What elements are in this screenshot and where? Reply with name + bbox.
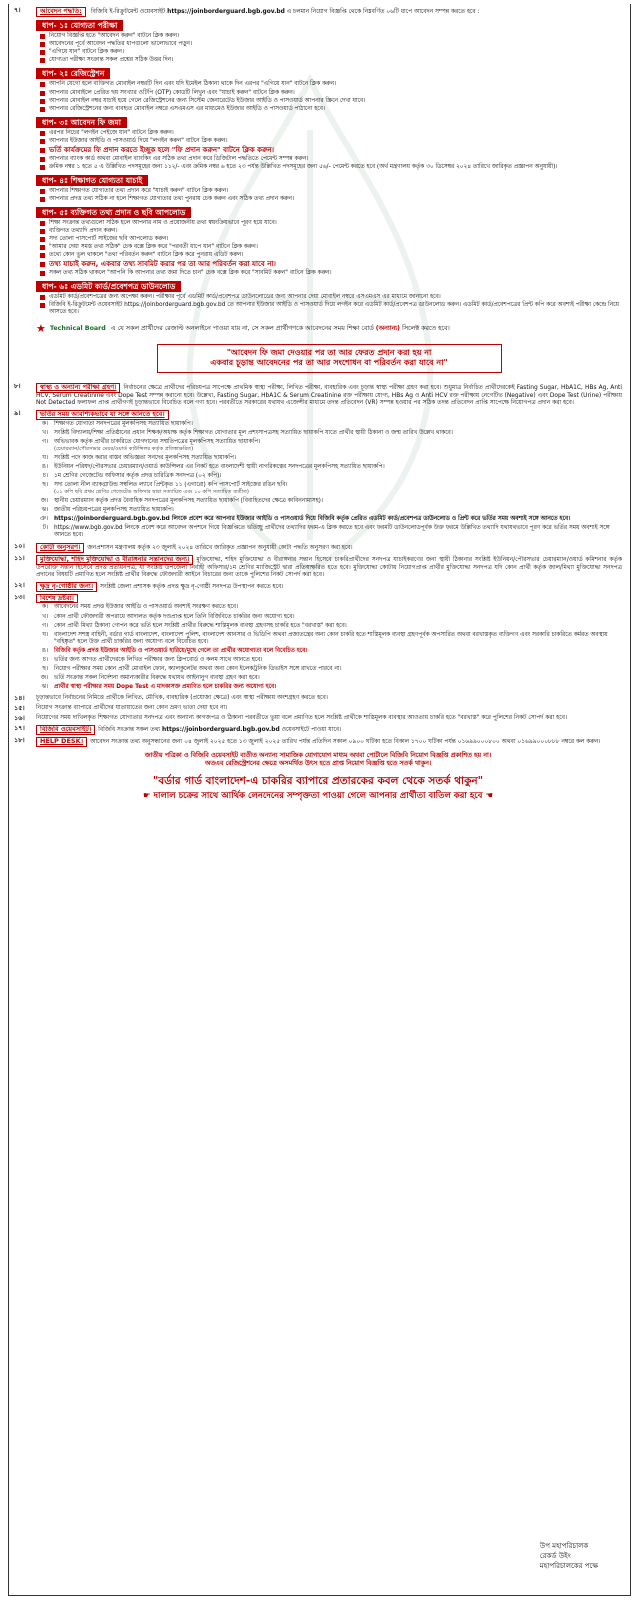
section-text: সংশ্লিষ্ট জেলা প্রশাসক কর্তৃক প্রদত্ত ক্ষুদ্র নৃ-গোষ্ঠী সনদপত্র উপস্থাপন করতে হবে।: [100, 583, 284, 590]
step-6: [36, 278, 622, 316]
red-square-bullet-icon: [40, 245, 45, 250]
warning-line-1: "আবেদন ফি জমা দেওয়ার পর তা আর ফেরত প্রদান করা হয় না: [226, 347, 432, 357]
note-highlight: (অন্যান্য): [375, 325, 401, 333]
list-item-text: তথ্য যাচাই করুন, একবার তথ্য সাবমিট করার পর তা আর পরিবর্তন করা যাবে না।: [49, 260, 276, 269]
list-item: [40, 138, 622, 145]
note-text-end: সিলেক্ট করতে হবে।: [400, 325, 450, 333]
item-text: সদ্য তোলা নীল ব্যাকগ্রাউন্ড সম্বলিত ল্যাবে প্রিন্টকৃত ১১ (এগারো) কপি পাসপোর্ট সাইজের রঙিন ছবি।: [54, 481, 288, 488]
list-item-text: আপনার রেজিস্ট্রেশনের জন্য ব্যবহৃত মোবাইল নম্বরে এসএমএস এর মাধ্যমেও ইউজার আইডি ও পাসওয়ার্ড পাঠানো হবে।: [49, 105, 325, 112]
red-square-bullet-icon: [40, 82, 45, 87]
item-letter: চ।: [42, 472, 48, 479]
list-item-highlight: [40, 146, 622, 155]
section-number: ১৩।: [14, 592, 25, 601]
list-item: [40, 244, 622, 251]
step-4: [36, 172, 622, 203]
item-letter: ঙ।: [41, 463, 48, 470]
item-note: (চেয়ারম্যান/পৌরসভার মেয়র/ওয়ার্ড কাউন্সিলর কর্তৃক প্রতিস্বাক্ষরিত): [54, 445, 194, 452]
section-7-intro: [36, 7, 622, 17]
step-heading: ধাপ- ১ঃ যোগ্যতা পরীক্ষা: [36, 20, 123, 31]
list-item-text: আবেদনের পূর্বে আবেদন পদ্ধতির ধাপগুলো ভালোভাবে পড়ুন।: [49, 41, 192, 48]
section-number: ১৮।: [14, 735, 25, 744]
item-text: https://www.bgb.gov.bd লিংকে প্রবেশ করে আবেদন অপশনে গিয়ে বিজ্ঞপ্তিতে ভর্তিচ্ছু প্রার্থীদের তথ্যাদির ফরম-এ ক্লিক করতে হবে এবং ফরমটি ডাউনলোডপূর্বক উক্ত ফরমে উল্লিখিত তথ্যাদি যথাযথভাবে পূরণ করে ভর্তির সময় অবশ্যই সঙ্গে আনতে হবে।: [54, 525, 610, 539]
list-item: [36, 675, 622, 682]
red-square-bullet-icon: [40, 91, 45, 96]
intro-text-end: এ চলমান নিয়োগ বিজ্ঞপ্তি থেকে নিম্নবর্ণিত ০৬টি ধাপে আবেদন সম্পন্ন করতে হবে :: [284, 9, 480, 15]
section-number: ৭।: [14, 6, 21, 14]
signature-block: [540, 1541, 598, 1571]
technical-board-note: [36, 322, 622, 335]
section-label: বিশেষ দ্রষ্টব্য।: [36, 594, 78, 604]
red-square-bullet-icon: [40, 253, 45, 258]
list-item: [36, 632, 622, 646]
fraud-warning-slogan: "বর্ডার গার্ড বাংলাদেশ-এ চাকরির ব্যাপারে প্রতারকের কবল থেকে সতর্ক থাকুন": [152, 774, 484, 787]
list-item: [40, 228, 622, 235]
section-label: স্বাস্থ্য ও অন্যান্য পরীক্ষা গ্রহণ।: [36, 383, 120, 393]
section-16: [14, 715, 622, 723]
item-letter: জ।: [40, 498, 48, 505]
list-item-text: যোগ্যতা পরীক্ষা সংক্রান্ত সকল প্রশ্নের সঠিক উত্তর দিন।: [49, 57, 174, 64]
red-square-bullet-icon: [40, 139, 45, 144]
section-number: ১১।: [14, 554, 25, 563]
list-item: [40, 302, 622, 316]
step-3: [36, 114, 622, 171]
list-item-text: আপনার ব্যাংক কার্ড অথবা মোবাইল ব্যাংকিং এর সঠিক তথ্য প্রদান করে ডিজিটাল পদ্ধতিতে পেমেন্ট সম্পন্ন করুন।: [49, 155, 309, 162]
item-text: বাংলাদেশ সশস্ত্র বাহিনী, বর্ডার গার্ড বাংলাদেশ, বাংলাদেশ পুলিশ, বাংলাদেশ আনসার ও ভিডিপি অথবা প্রজাতন্ত্রের অন্য কোন চাকরি হতে শাস্তিমূলক ব্যবস্থা গ্রহণপূর্বক অপসারিত অথবা বরখাস্তকৃত ব্যক্তিগণ এবং সরকারি চাকরিতে কর্মরত অবস্থায় "বহিষ্কৃত" হলে উক্ত প্রার্থী চাকরির জন্য অযোগ্য বলে বিবেচিত হবে।: [54, 631, 608, 645]
section-label: ক্ষুদ্র নৃ-গোষ্ঠীর জন্য।: [36, 582, 97, 592]
list-item: [36, 623, 622, 630]
list-item: [36, 657, 622, 664]
item-text: অভিভাবক কর্তৃক প্রার্থীর চাকরিতে যোগদানের সম্মতিপত্রের মূলকপিসহ সত্যায়িত ছায়াকপি।: [54, 438, 261, 445]
list-item: [40, 196, 622, 203]
item-letter: ক।: [41, 420, 48, 427]
step-heading: ধাপ- ২ঃ রেজিস্ট্রেশন: [36, 68, 110, 79]
section-14: [14, 695, 622, 703]
red-square-bullet-icon: [40, 237, 45, 242]
list-item: [36, 421, 622, 428]
red-square-bullet-icon: [40, 58, 45, 63]
red-square-bullet-icon: [40, 197, 45, 202]
list-item: [40, 33, 622, 40]
list-item: [36, 516, 622, 523]
list-item-text: "আমার দেয়া সমস্ত তথ্য সঠিক" চেক বক্সে ক্লিক করে "পরবর্তী ধাপে যান" বাটনে ক্লিক করুন।: [49, 244, 258, 251]
item-text: সংশ্লিষ্ট বিদ্যালয়/শিক্ষা প্রতিষ্ঠানের প্রধান শিক্ষক/অধ্যক্ষ কর্তৃক শিক্ষাগত যোগ্যতার মূল প্রশংসাপত্রসহ সত্যায়িত ছায়াকপি যাতে প্রার্থীর স্থায়ী ঠিকানা ও জন্ম তারিখ উল্লেখ থাকবে।: [54, 429, 453, 436]
step-heading: ধাপ- ৫ঃ ব্যক্তিগত তথ্য প্রদান ও ছবি আপলোড: [36, 207, 191, 218]
item-text: ভর্তি সংক্রান্ত সকল নির্দেশনা অমান্যকারীর বিরুদ্ধে যথাযথ আইনানুগ ব্যবস্থা গ্রহণ করা হবে।: [54, 674, 260, 681]
red-square-bullet-icon: [40, 303, 45, 308]
list-item: [40, 49, 622, 56]
section-number: ১৬।: [14, 713, 25, 722]
item-note: (০১ কপি ছবি প্রথম শ্রেণির গেজেটেড অফিসার দ্বারা সত্যায়িত এবং ১০ কপি সত্যায়িত ব্যতীত): [54, 489, 249, 496]
list-item: [40, 106, 622, 113]
section-11: [14, 555, 622, 579]
website-link[interactable]: https://joinborderguard.bgb.gov.bd: [167, 9, 285, 15]
list-item: [36, 604, 622, 611]
item-letter: ট।: [42, 525, 48, 532]
list-item: [36, 666, 622, 673]
list-item-text: সকল তথ্য সঠিক থাকলে "আপনি কি আপনার তথ্য জমা দিতে চান" চেক বক্সে ক্লিক করে "সাবমিট করুন" বাটনে ক্লিক করুন।: [49, 269, 332, 276]
list-item: [40, 294, 622, 301]
technical-board-label: Technical Board: [49, 325, 106, 333]
list-item-text: নিয়োগ বিজ্ঞপ্তি হতে "আবেদন করুন" বাটনে ক্লিক করুন।: [49, 33, 180, 40]
item-letter: খ।: [42, 429, 48, 436]
item-text: নিয়োগ পরীক্ষার সময় কোন প্রার্থী মোবাইল ফোন, ক্যালকুলেটর অথবা অন্য কোন ইলেকট্রনিক ডিভাইস সঙ্গে রাখতে পারবে না।: [54, 665, 342, 672]
item-text: ভর্তির জন্য আগত প্রার্থীদেরকে লিখিত পরীক্ষার জন্য ক্লিপবোর্ড ও কলম সাথে আনতে হবে।: [54, 656, 263, 663]
list-item: [40, 252, 622, 259]
red-square-bullet-icon: [40, 42, 45, 47]
signatory-authority: মহাপরিচালকের পক্ষে: [539, 1561, 598, 1570]
circular-page: [8, 4, 631, 1596]
red-square-bullet-icon: [40, 165, 45, 170]
section-13: [14, 594, 622, 694]
list-item-text: শিক্ষা সংক্রান্ত তথ্যগুলো সঠিক হলে আপনার নাম ও প্রয়োজনীয় তথ্য স্বয়ংক্রিয়ভাবে পূরণ হয়ে যাবে।: [49, 220, 277, 227]
list-item: [36, 684, 622, 691]
list-item: [40, 188, 622, 195]
list-item: [36, 498, 622, 505]
section-text: আবেদন সংক্রান্ত তথ্য অনুসন্ধানের জন্য ০৪ জুলাই ২০২৫ হতে ১৩ জুলাই ২০২৫ তারিখ পর্যন্ত প্রতিদিন সকাল ০৯০০ ঘটিকা হতে বিকাল ১৭০০ ঘটিকা পর্যন্ত ০১৬৯৯০০০৮০০ অথবা ০১৬৯৯০০০৮৮৮ নম্বরে কল করুন।: [90, 738, 601, 745]
step-heading: ধাপ- ৬ঃ এডমিট কার্ড/প্রবেশপত্র ডাউনলোড: [36, 281, 181, 292]
item-text: আবেদনের সময় প্রদত্ত ইউজার আইডি ও পাসওয়ার্ড অবশ্যই সংরক্ষণ করতে হবে।: [54, 604, 239, 611]
list-item: [36, 525, 622, 539]
section-label: ভর্তির সময় আবশ্যিকভাবে যা সঙ্গে আনতে হবে।: [36, 410, 169, 420]
red-square-bullet-icon: [40, 189, 45, 194]
list-item-text: এডমিট কার্ড/প্রবেশপত্রের জন্য অপেক্ষা করুন। পরীক্ষার পূর্বে এডমিট কার্ড/প্রবেশপত্র ডাউনলোডের জন্য আপনার দেয়া মোবাইল নম্বরে এসএমএস এর মাধ্যমে জানানো হবে।: [49, 294, 441, 301]
item-text-highlight: প্রার্থীর স্বাস্থ্য পরীক্ষার সময় Dope Test এ মাদকাসক্ত প্রমাণিত হলে চাকরির জন্য অযোগ্য হবে।: [54, 684, 277, 691]
list-item-text: সদ্য তোলা পাসপোর্ট সাইজের ছবি আপলোড করুন।: [49, 236, 169, 243]
list-item-text: আপনার মোবাইল নম্বর যাচাই হয়ে গেলে রেজিস্ট্রেশনের জন্য সিস্টেম জেনারেটেড ইউজার আইডি ও পাসওয়ার্ড আপনার স্ক্রিনে দেখা যাবে।: [49, 97, 366, 104]
list-item-text: আপনার প্রদত্ত তথ্য সঠিক না হলে শিক্ষাগত যোগ্যতার তথ্য পুনরায় চেক করুন এবং সঠিক তথ্য প্রদান করুন।: [49, 195, 295, 202]
red-square-bullet-icon: [40, 295, 45, 300]
item-text: https://joinborderguard.bgb.gov.bd লিংকে প্রবেশ করে আপনার ইউজার আইডি ও পাসওয়ার্ড দিয়ে বিজিবি কর্তৃক প্রেরিত এডমিট কার্ড/প্রবেশপত্র ডাউনলোড ও প্রিন্ট করে ভর্তির সময় অবশ্যই সঙ্গে আনতে হবে।: [54, 516, 571, 523]
signatory-title: উপ মহাপরিচালক: [539, 1541, 589, 1550]
list-item: [36, 455, 622, 462]
item-letter: ঘ।: [42, 454, 48, 461]
official-source-notice: [14, 752, 622, 769]
section-number: ১০।: [14, 542, 25, 551]
item-letter: ঝ।: [41, 684, 48, 691]
step-heading: ধাপ- ৩ঃ আবেদন ফি জমা: [36, 117, 127, 128]
section-12: [14, 582, 622, 592]
section-10: [14, 543, 622, 553]
step-5: [36, 204, 622, 277]
list-item: [40, 41, 622, 48]
list-item: [36, 439, 622, 453]
list-item-highlight: [40, 260, 622, 269]
red-square-bullet-icon: [40, 99, 45, 104]
list-item: [40, 90, 622, 97]
list-item: [36, 648, 622, 655]
section-text: নিয়োগ সংক্রান্ত ব্যাপারে প্রার্থীদের যাতায়াতের জন্য কোন ভ্রমণ ভাতা দেয়া হবে না।: [36, 705, 228, 712]
section-text: নিয়োগের সময় দাখিলকৃত শিক্ষাগত যোগ্যতার সনদপত্র এবং অন্যান্য কাগজপত্র ও ঠিকানা পরবর্তীতে ভুয়া বলে প্রমাণিত হলে সংশ্লিষ্ট প্রার্থীকে শাস্তিমূলক ব্যবস্থার আওতায় চাকরি হতে "বরখাস্ত" করে পুলিশের নিকট সোপর্দ করা হবে।: [36, 714, 567, 721]
item-text: ১ম শ্রেণির গেজেটেড অফিসার কর্তৃক প্রদত্ত চারিত্রিক সনদপত্র (০২ কপি)।: [54, 472, 222, 479]
item-letter: জ।: [40, 674, 48, 681]
list-item: [36, 473, 622, 480]
red-square-bullet-icon: [40, 34, 45, 39]
broker-warning-slogan: ☛ দালাল চক্রের সাথে আর্থিক লেনদেনের সম্পৃক্ততা পাওয়া গেলে আপনার প্রার্থীতা বাতিল করা হবে ☚: [142, 790, 494, 801]
step-heading: ধাপ- ৪ঃ শিক্ষাগত যোগ্যতা যাচাই: [36, 175, 148, 186]
red-square-bullet-icon: [40, 107, 45, 112]
item-letter: ঞ।: [39, 516, 48, 523]
section-number: ১২।: [14, 580, 25, 589]
signatory-wing: রেকর্ড উইং: [539, 1551, 571, 1560]
item-text: কোন প্রার্থী মিথ্যা ঠিকানা গোপন করে ভর্তি হলে সংশ্লিষ্ট প্রার্থীর বিরুদ্ধে শাস্তিমূলক ব্যবস্থা গ্রহণসহ চাকরি হতে "বরখাস্ত" করা হবে।: [54, 622, 347, 629]
help-desk-label: HELP DESK।: [36, 737, 87, 747]
notice-line-1: জাতীয় পত্রিকা ও বিজিবি ওয়েবসাইট ব্যতীত অন্যান্য সামাজিক যোগাযোগ মাধ্যম অথবা পোর্টালে বিজিবি নিয়োগ বিজ্ঞপ্তি প্রকাশিত হয় না।: [144, 751, 492, 759]
item-text: জাতীয় পরিচয়পত্রের মূলকপিসহ সত্যায়িত ছায়াকপি।: [54, 507, 174, 514]
section-17: [14, 725, 622, 735]
item-text: শিক্ষাগত যোগ্যতা সনদপত্রের মূলকপিসহ সত্যায়িত ছায়াকপি।: [54, 420, 193, 427]
section-label: বিজিবি ওয়েবসাইট।: [36, 725, 95, 735]
red-square-bullet-icon: [40, 262, 45, 267]
list-item: [36, 482, 622, 496]
list-item-text: আপনার মোবাইলে প্রেরিত ছয় সংখ্যার ওটিপি (OTP) কোডটি লিখুন এবং "যাচাই করুন" বাটনে ক্লিক করুন।: [49, 89, 295, 96]
section-18: [14, 737, 622, 747]
section-label: আবেদন পদ্ধতি:: [36, 7, 86, 17]
list-item: [40, 130, 622, 137]
list-item-text: "এগিয়ে যান" বাটনে ক্লিক করুন।: [49, 49, 124, 56]
list-item: [36, 430, 622, 437]
red-square-bullet-icon: [40, 221, 45, 226]
section-number: ১৫।: [14, 704, 25, 713]
red-square-bullet-icon: [40, 271, 45, 276]
section-text: মুক্তিযোদ্ধা, শহিদ মুক্তিযোদ্ধা ও বীরাঙ্গনার সন্তান হিসেবে চাকরিপ্রার্থীদের সনদপত্র যাচাইকরণের জন্য স্থায়ী ঠিকানার সংশ্লিষ্ট ইউনিয়ন/পৌরসভার চেয়ারম্যান/ওয়ার্ড কমিশনার কর্তৃক উপরোক্ত সন্তান হিসেবে প্রদত্ত প্রত্যয়নপত্র, যা সংশ্লিষ্ট উপজেলা নির্বাহী অফিসার/১ম শ্রেণির ম্যাজিস্ট্রেট দ্বারা প্রতিস্বাক্ষরিত হতে হবে। মুক্তিযোদ্ধা কোটায় নিয়োগপ্রাপ্ত প্রার্থীর মুক্তিযোদ্ধা সনদপত্র যদি কোন প্রার্থী কর্তৃক জাল/মিথ্যা মুক্তিযোদ্ধা সনদপত্র প্রদানের বিষয়টি প্রমাণিত হলে সংশ্লিষ্ট প্রার্থীর বিরুদ্ধে ফৌজদারী আইনে বিচারের জন্য তাকে পুলিশের নিকট সোপর্দ করা হবে।: [36, 557, 622, 579]
section-label: মুক্তিযোদ্ধা, শহিদ মুক্তিযোদ্ধা ও বীরাঙ্গনার সন্তানদের জন্য।: [36, 555, 193, 565]
item-letter: ঘ।: [42, 631, 48, 638]
section-label: কোটা অনুসরণ।: [36, 543, 84, 553]
list-item-text: আপনার শিক্ষাগত যোগ্যতার তথ্য প্রদান করে "যাচাই করুন" বাটনে ক্লিক করুন।: [49, 187, 229, 194]
section-number: ১৪।: [14, 694, 25, 703]
item-text-highlight: বিজিবি কর্তৃক প্রদত্ত ইউজার আইডি ও পাসওয়ার্ড হারিয়ে/মুছে গেলে তা প্রার্থীর অযোগ্যতা বলে বিবেচিত হবে।: [54, 647, 308, 654]
section-text-end: ওয়েবসাইটে পাওয়া যাবে।: [279, 726, 342, 733]
section-9: [14, 410, 622, 542]
item-text: ইউনিয়ন পরিষদ/পৌরসভার চেয়ারম্যান/ওয়ার্ড কাউন্সিলর এর নিকট হতে বাংলাদেশী স্থায়ী নাগরিকত্বের সনদপত্রের মূলকপিসহ সত্যায়িত ছায়াকপি।: [54, 463, 385, 470]
list-item-text: ক্রমিক নম্বর ১ হতে ৫ এ উল্লিখিত পদসমূহের জন্য ১১২/- এবং ক্রমিক নম্বর ৬ হতে ২৩ পর্যন্ত উল্লিখিত পদসমূহের জন্য ৫৬/- পেমেন্ট করতে হবে (অর্থ মন্ত্রণালয় কর্তৃক ৩০ ডিসেম্বর ২০২৪ তারিখে জারিকৃত প্রজ্ঞাপন অনুযায়ী)।: [49, 163, 558, 170]
intro-text: বিজিবি ই-রিক্রুটমেন্ট ওয়েবসাইট: [90, 9, 168, 15]
list-item-text: বিজিবি ই-রিক্রুটমেন্ট ওয়েবসাইট https://joinborderguard.bgb.gov.bd তে আপনার ইউজার আইডি ও পাসওয়ার্ড দিয়ে লগইন করে এডমিট কার্ড/প্রবেশপত্র ডাউনলোড করুন। এডমিট কার্ড/প্রবেশপত্রের প্রিন্ট কপি করে অবশ্যই পরীক্ষা কেন্দ্রে নিয়ে আসতে হবে।: [49, 302, 619, 316]
red-square-bullet-icon: [40, 229, 45, 234]
list-item: [40, 236, 622, 243]
list-item-text: এরপর নিচের "লগইন পেইজে যান" বাটনে ক্লিক করুন।: [49, 129, 174, 136]
step-1: [36, 17, 622, 64]
item-text: কোন প্রার্থী ফৌজদারী অপরাধে আদালত কর্তৃক দণ্ডপ্রাপ্ত হলে তিনি বিজিবিতে চাকরির জন্য অযোগ্য হবে।: [54, 613, 295, 620]
item-text: স্থানীয় চেয়ারম্যান কর্তৃক প্রদত্ত বৈবাহিক সনদপত্রের মূলকপিসহ সত্যায়িত ছায়াকপি (বিবাহিতদের ক্ষেত্রে কাবিননামাসহ)।: [54, 498, 323, 505]
list-item: [36, 507, 622, 514]
item-letter: ঙ।: [41, 647, 48, 654]
section-7: [14, 7, 622, 381]
item-text: সংশ্লিষ্ট পদে কাজ করার বাস্তব অভিজ্ঞতা সনদের মূলকপিসহ সত্যায়িত ছায়াকপি।: [54, 454, 236, 461]
item-letter: ছ।: [42, 665, 48, 672]
item-letter: ঝ।: [41, 507, 48, 514]
red-square-bullet-icon: [40, 148, 45, 153]
list-item-text: ভর্তি কার্যক্রমের ফি প্রদান করতে ইচ্ছুক হলে "ফি প্রদান করুন" বাটনে ক্লিক করুন।: [49, 145, 275, 154]
red-square-bullet-icon: [40, 131, 45, 136]
list-item: [40, 57, 622, 64]
step-2: [36, 65, 622, 112]
section-text: বিজিবি সংক্রান্ত সকল তথ্য: [98, 726, 163, 733]
section-text: চূড়ান্তভাবে নির্বাচনের নিমিত্তে প্রার্থীকে লিখিত, মৌখিক, ব্যবহারিক (প্রযোজ্য ক্ষেত্রে) এবং স্বাস্থ্য পরীক্ষায় অংশগ্রহণ করতে হবে।: [36, 695, 328, 702]
section-8: [14, 383, 622, 407]
warning-line-2: একবার চূড়ান্ত আবেদনের পর তা আর সংশোধন বা পরিবর্তন করা যাবে না": [210, 358, 448, 368]
list-item-text: আপনি যেগো হলে ব্যক্তিগত মোবাইল নম্বরটি দিন এবং যদি ইমেইল ঠিকানা থাকে দিন এরপর "এগিয়ে যান" বাটনে ক্লিক করুন।: [49, 81, 337, 88]
list-item: [36, 614, 622, 621]
list-item-text: ব্যক্তিগত তথ্যাদি প্রদান করুন।: [49, 228, 118, 235]
list-item: [40, 270, 622, 277]
item-letter: খ।: [42, 613, 48, 620]
list-item: [40, 164, 622, 171]
list-item: [40, 98, 622, 105]
list-item: [40, 220, 622, 227]
section-text: জনপ্রশাসন মন্ত্রণালয় কর্তৃক ২৩ জুলাই ২০২৪ তারিখে জারিকৃত প্রজ্ঞাপন অনুযায়ী কোটা পদ্ধতি অনুসরণ করা হবে।: [87, 545, 353, 552]
item-letter: ছ।: [42, 481, 48, 488]
section-number: ১৭।: [14, 723, 25, 732]
note-text: এ যে সকল প্রার্থীদের রেজাল্ট অনলাইনে পাওয়া যায় না, সে সকল প্রার্থীগণকে আবেদনের সময় শিক্ষা বোর্ড: [108, 325, 376, 333]
list-item: [40, 156, 622, 163]
section-number: ৮।: [14, 382, 21, 391]
website-link[interactable]: https://joinborderguard.bgb.gov.bd: [162, 726, 280, 733]
list-item: [36, 464, 622, 471]
item-letter: ক।: [41, 604, 48, 611]
section-number: ৯।: [14, 408, 21, 417]
item-letter: চ।: [42, 656, 48, 663]
list-item: [40, 81, 622, 88]
section-text: নির্বাচনের ক্ষেত্রে প্রার্থীদের পরিচয়পত্র সাপেক্ষে প্রাথমিক স্বাস্থ্য পরীক্ষা, লিখিত পরীক্ষা, ব্যবহারিক এবং চূড়ান্ত স্বাস্থ্য পরীক্ষা গ্রহণ করা হবে। শুধুমাত্র নির্বাচিত প্রার্থীদেরকেই Fasting Sugar, HbA1C, HBs Ag, Anti HCV, Serum Creatinine এবং Dope Test সম্পন্ন করানো হবে। উল্লেখ্য, Fasting Sugar, HbA1C & Serum Creatinine রক্ত পরীক্ষায় যোগ্য, HBs Ag ও Anti HCV রক্ত পরীক্ষায় নেগেটিভ (Negative) এবং Dope Test (Urine) পরীক্ষায় Not Detected ফলাফল প্রাপ্ত প্রার্থীগণই চূড়ান্তভাবে বিবেচিত বলে গণ্য হবে। পরবর্তীতে সরকারের যথাযথ এজেন্সীর মাধ্যমে তদন্ত প্রতিবেদন (VR) সম্পন্ন হওয়ার পর সঠিক তদন্ত প্রতিবেদন প্রাপ্তি সাপেক্ষে নিয়োগপত্র প্রদান করা হবে।: [36, 385, 622, 407]
section-15: [14, 705, 622, 713]
list-item-text: তথ্যে কোন ভুল থাকলে "তথ্য পরিবর্তন করুন" বাটনে ক্লিক করে পুনরায় এডিট করুন।: [49, 252, 244, 259]
item-letter: গ।: [42, 622, 48, 629]
fee-warning-box: [157, 344, 502, 374]
list-item-text: আপনার ইউজার আইডি ও পাসওয়ার্ড দিয়ে "লগইন করুন" বাটনে ক্লিক করুন।: [49, 137, 228, 144]
red-square-bullet-icon: [40, 157, 45, 162]
red-square-bullet-icon: [40, 50, 45, 55]
item-letter: গ।: [42, 438, 48, 445]
notice-line-2: অতএব রেজিস্ট্রেশনের ক্ষেত্রে অসমর্থিত উৎস হতে প্রাপ্ত নিয়োগ বিজ্ঞপ্তি হতে সতর্ক থাকুন।: [204, 760, 432, 768]
red-star-icon: ★: [36, 322, 46, 336]
